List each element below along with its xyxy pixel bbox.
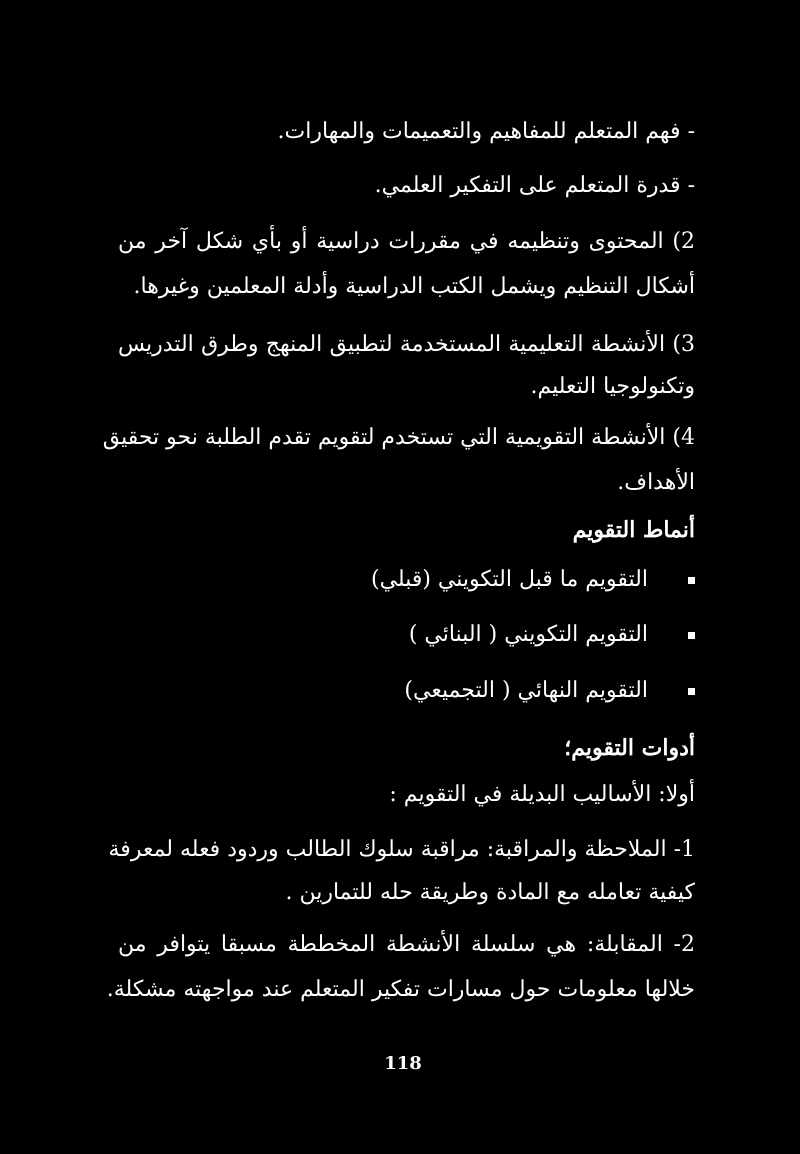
list-item	[371, 565, 695, 595]
text-line-interview-continuation: خلالها معلومات حول مسارات تفكير المتعلم عند مواجهته مشكلة.	[106, 977, 695, 1002]
text-line-evaluation-activities-continuation: الأهداف.	[617, 470, 695, 495]
text-line-observation-continuation: كيفية تعامله مع المادة وطريقة حله للتمارين .	[285, 880, 695, 905]
text-line-interview-item: 2- المقابلة: هي سلسلة الأنشطة المخططة مسبقا يتوافر من	[118, 932, 695, 957]
section-heading-evaluation-tools: أدوات التقويم؛	[564, 735, 695, 761]
text-line-content-continuation: أشكال التنظيم ويشمل الكتب الدراسية وأدلة المعلمين وغيرها.	[133, 274, 695, 299]
page-number: 118	[384, 1053, 422, 1074]
text-line-content-item: 2) المحتوى وتنظيمه في مقررات دراسية أو بأي شكل آخر من	[118, 229, 695, 254]
text-line-activities-item: 3) الأنشطة التعليمية المستخدمة لتطبيق المنهج وطرق التدريس	[118, 332, 695, 357]
list-item-label: التقويم التكويني ( البنائي )	[408, 622, 648, 647]
list-item-label: التقويم النهائي ( التجميعي)	[404, 678, 648, 703]
square-bullet-icon	[688, 688, 695, 695]
text-line-alternative-methods: أولا: الأساليب البديلة في التقويم :	[389, 782, 695, 807]
text-line-understanding: - فهم المتعلم للمفاهيم والتعميمات والمهارات.	[277, 119, 695, 144]
list-item-label: التقويم ما قبل التكويني (قبلي)	[371, 567, 648, 592]
list-item	[409, 620, 695, 650]
text-line-activities-continuation: وتكنولوجيا التعليم.	[530, 374, 695, 399]
text-line-observation-item: 1- الملاحظة والمراقبة: مراقبة سلوك الطالب وردود فعله لمعرفة	[108, 837, 695, 862]
square-bullet-icon	[688, 632, 695, 639]
section-heading-evaluation-types: أنماط التقويم	[572, 517, 695, 543]
square-bullet-icon	[688, 577, 695, 584]
text-line-evaluation-activities-item: 4) الأنشطة التقويمية التي تستخدم لتقويم تقدم الطلبة نحو تحقيق	[102, 425, 695, 450]
text-line-scientific-thinking: - قدرة المتعلم على التفكير العلمي.	[374, 173, 695, 198]
list-item	[404, 676, 695, 706]
